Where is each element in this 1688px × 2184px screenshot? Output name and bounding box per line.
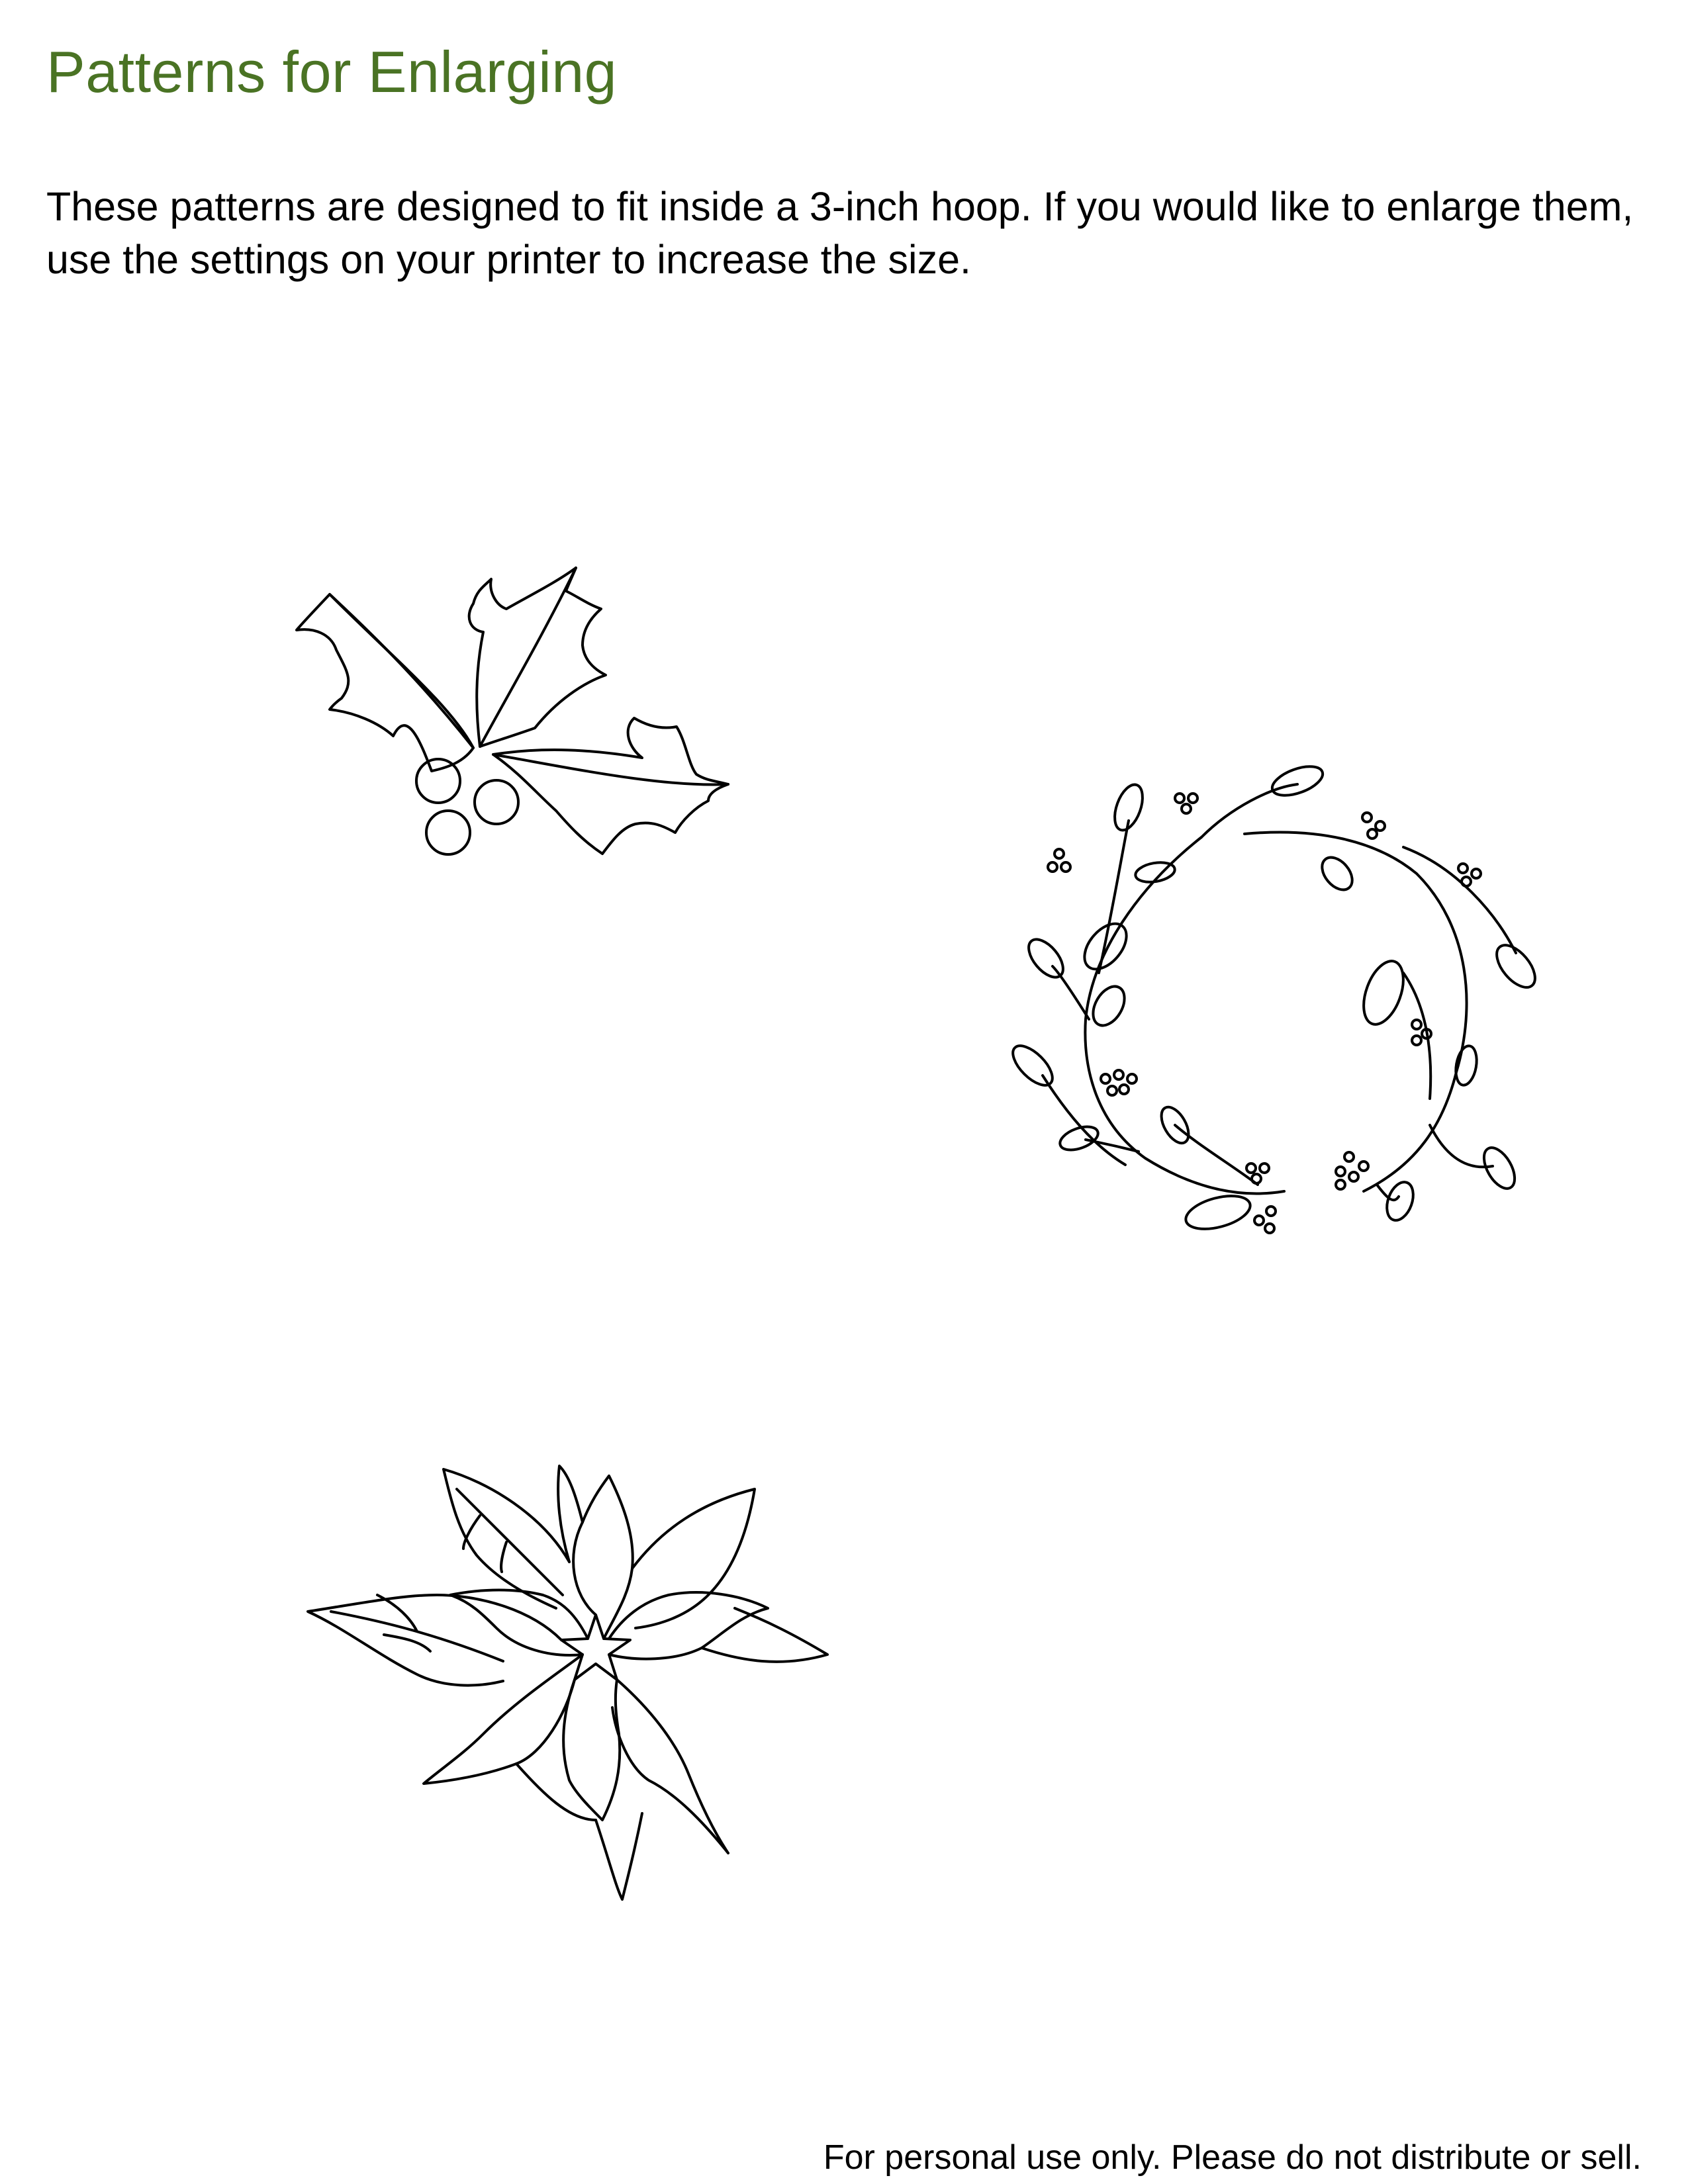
holly-icon bbox=[291, 516, 781, 874]
page-title: Patterns for Enlarging bbox=[46, 39, 618, 105]
wreath-icon bbox=[1006, 754, 1556, 1244]
footer-note: For personal use only. Please do not distribute or sell. bbox=[823, 2138, 1642, 2177]
intro-paragraph: These patterns are designed to fit inside a 3-inch hoop. If you would like to enlarge them, use the settings on your printer to increase the size. bbox=[46, 184, 1634, 282]
poinsettia-icon bbox=[305, 1396, 887, 1899]
